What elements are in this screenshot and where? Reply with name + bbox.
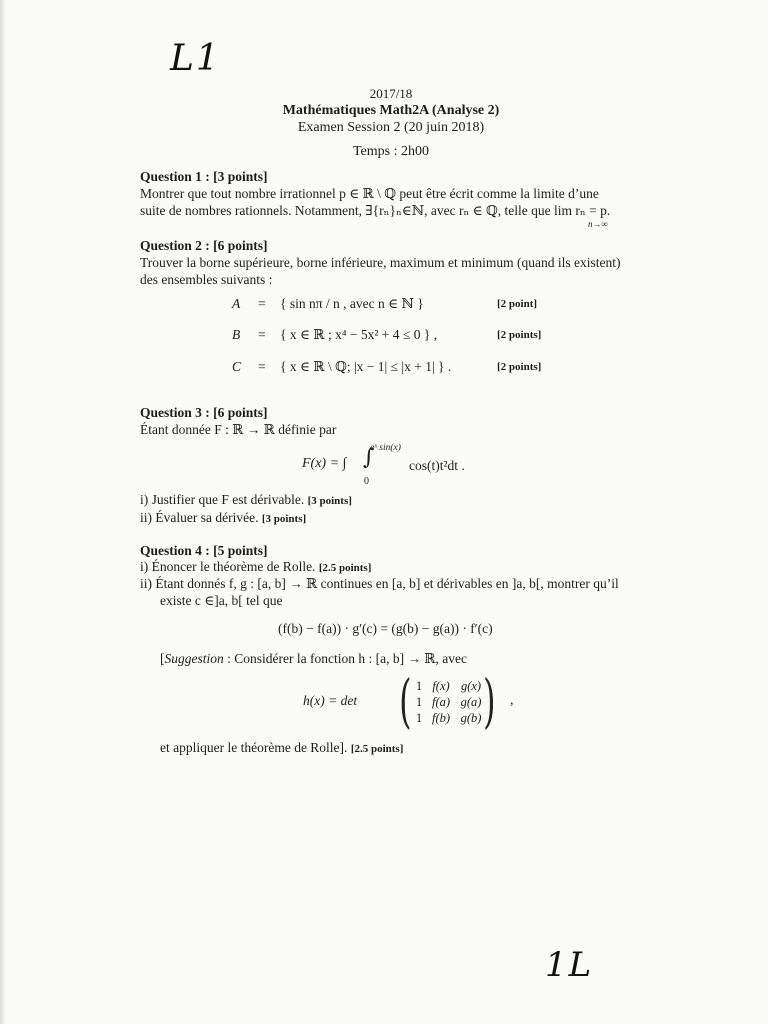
set-a-definition: { sin nπ / n , avec n ∈ ℕ }: [280, 296, 424, 311]
integral-lower-bound: 0: [364, 476, 369, 487]
matrix-cell: 1: [415, 711, 423, 725]
matrix-grid: [412, 678, 486, 726]
suggestion-final-line: [160, 740, 403, 756]
question-3-intro: Étant donnée F : ℝ → ℝ définie par: [140, 422, 337, 437]
question-4-item-2-line-2: existe c ∈]a, b[ tel que: [160, 593, 283, 608]
determinant-tail: ,: [510, 693, 514, 708]
matrix-cell: g(a): [460, 695, 482, 709]
question-2-line-1: Trouver la borne supérieure, borne inférieure, maximum et minimum (quand ils existent): [140, 255, 621, 270]
question-1-title: Question 1 : [3 points]: [140, 169, 268, 184]
question-2-line-2: des ensembles suivants :: [140, 272, 273, 287]
set-a-equals: =: [258, 296, 266, 311]
question-3-item-1: [140, 492, 352, 508]
rolle-equation: (f(b) − f(a)) · g′(c) = (g(b) − g(a)) · f′(c): [278, 621, 493, 636]
question-4-item-1: [140, 559, 371, 575]
item-number: i): [140, 559, 149, 574]
matrix-left-paren: (: [399, 667, 412, 735]
set-b-points: [2 points]: [497, 329, 542, 341]
set-c-points: [2 points]: [497, 361, 542, 373]
set-a-name: A: [232, 296, 241, 311]
question-3: [140, 404, 670, 438]
suggestion-label: Suggestion: [164, 651, 224, 666]
item-text: Justifier que F est dérivable.: [151, 492, 305, 507]
set-c-equals: =: [258, 359, 266, 374]
item-points: [3 points]: [261, 513, 307, 525]
matrix-cell: f(x): [432, 679, 450, 693]
handwritten-page-mark: L1: [170, 38, 221, 79]
set-c-definition: { x ∈ ℝ \ ℚ; |x − 1| ≤ |x + 1| } .: [280, 359, 452, 374]
set-c-name: C: [232, 359, 242, 374]
determinant-matrix: [399, 667, 496, 735]
exam-session: Examen Session 2 (20 juin 2018): [297, 120, 485, 135]
item-number: ii): [140, 576, 152, 591]
final-points: [2.5 points]: [350, 743, 404, 755]
question-3-title: Question 3 : [6 points]: [140, 405, 268, 420]
limit-subscript: n→∞: [588, 219, 608, 229]
final-text: et appliquer le théorème de Rolle].: [160, 740, 348, 755]
question-4-title-block: [140, 542, 670, 559]
set-b-equals: =: [258, 327, 266, 342]
suggestion-line: [Suggestion : Considérer la fonction h : [a, b] → ℝ, avec: [160, 651, 468, 666]
item-points: [3 points]: [307, 495, 352, 507]
question-3-item-2: [140, 510, 306, 526]
exam-duration: Temps : 2h00: [352, 144, 429, 159]
question-2: [140, 237, 670, 288]
matrix-cell: g(b): [460, 711, 482, 725]
item-number: ii): [140, 510, 152, 525]
matrix-cell: 1: [415, 695, 423, 709]
item-text: Étant donnés f, g : [a, b] → ℝ continues en [a, b] et dérivables en ]a, b[, montrer qu’il: [155, 576, 619, 591]
matrix-cell: f(b): [431, 711, 451, 725]
integrand: cos(t)t²dt .: [409, 458, 465, 473]
set-a-points: [2 point]: [497, 298, 538, 310]
integral-lhs: F(x) = ∫: [302, 456, 347, 471]
integral-sign: ∫: [363, 445, 375, 470]
scan-edge: [0, 0, 6, 1024]
set-b-definition: { x ∈ ℝ ; x⁴ − 5x² + 4 ≤ 0 } ,: [280, 327, 438, 342]
matrix-cell: g(x): [460, 679, 482, 693]
question-2-title: Question 2 : [6 points]: [140, 238, 268, 253]
matrix-right-paren: ): [483, 667, 496, 735]
determinant-lhs: h(x) = det: [303, 693, 358, 708]
exam-course-title: Mathématiques Math2A (Analyse 2): [282, 103, 500, 118]
question-1-line-2: suite de nombres rationnels. Notamment, ∃{rₙ}ₙ∈ℕ, avec rₙ ∈ ℚ, telle que lim rₙ = p.: [140, 203, 611, 218]
question-4-item-2-line-1: [140, 576, 619, 592]
item-text: Énoncer le théorème de Rolle.: [151, 559, 316, 574]
question-1: [140, 168, 670, 219]
integral-upper-bound: eˣ sin(x): [370, 443, 401, 453]
question-4-title: Question 4 : [5 points]: [140, 543, 268, 558]
suggestion-text: : Considérer la fonction h : [a, b] → ℝ, avec: [223, 651, 468, 666]
academic-year: 2017/18: [369, 86, 413, 101]
matrix-cell: f(a): [431, 695, 451, 709]
item-number: i): [140, 492, 149, 507]
item-text: Évaluer sa dérivée.: [155, 510, 259, 525]
question-1-line-1: Montrer que tout nombre irrationnel p ∈ ℝ \ ℚ peut être écrit comme la limite d’une: [140, 186, 599, 201]
handwritten-page-number: 1L: [545, 945, 594, 985]
set-b-name: B: [232, 327, 241, 342]
matrix-cell: 1: [415, 679, 423, 693]
item-points: [2.5 points]: [318, 562, 372, 574]
